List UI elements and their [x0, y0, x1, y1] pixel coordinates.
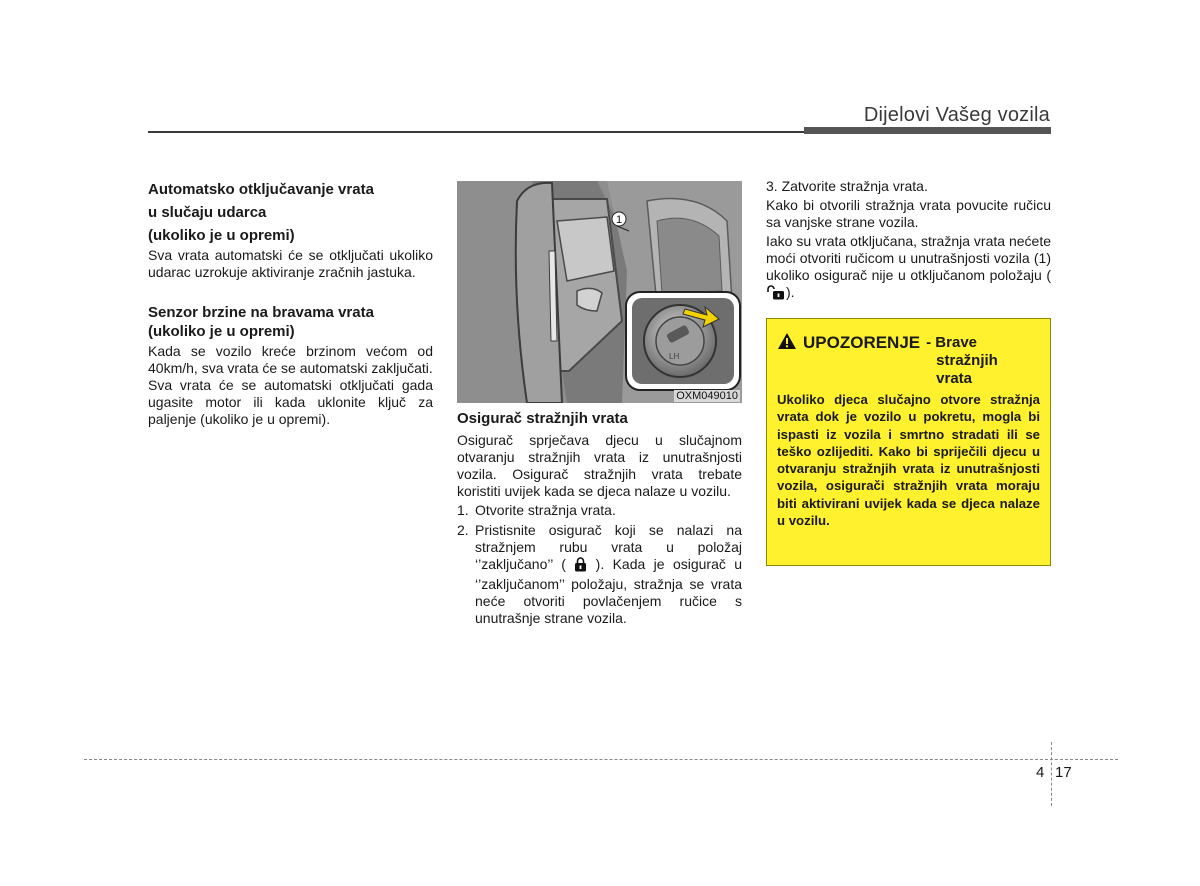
footer-dotted-rule [84, 759, 1118, 760]
door-drawing [457, 181, 742, 403]
paragraph-speed-lock: Kada se vozilo kreće brzinom većom od 40km/h, sva vrata će se automatski zaključati. [148, 343, 433, 376]
step1-text: Otvorite stražnja vrata. [475, 502, 616, 518]
list-item-step1 [457, 502, 742, 519]
warning-body: Ukoliko djeca slučajno otvore stražnja vrata dok je vozilo u pokretu, mogla bi ispasti iz vozila i smrtno stradati ili se teško ozlijediti. Kako bi spriječili djecu u otvaranju stražnjih vrata iz unutrašnjosti vozila, osigurači stražnjih vrata moraju biti aktivirani uvijek kada se djeca nalaze u vozilu. [777, 392, 1040, 529]
warning-header [777, 329, 1040, 388]
step2-text: Pristisnite osigurač koji se nalazi na stražnjem rubu vrata u položaj ‘’zaključano’’ ( ). Kada je osigurač u ‘’zaključanom’’ položaju, stražnja se vrata neće otvoriti povlačenjem ručice s unutrašnje strane vozila. [475, 522, 743, 626]
column-middle [457, 408, 742, 627]
section-heading-auto-unlock-line1: Automatsko otključavanje vrata [148, 181, 374, 198]
figure-knob-text: LH [669, 352, 680, 361]
step1-number: 1. [457, 502, 469, 518]
paragraph-open-from-outside: Kako bi otvorili stražnja vrata povucite ručicu sa vanjske strane vozila. [766, 197, 1051, 230]
warning-box [766, 318, 1051, 566]
warning-title: UPOZORENJE [803, 333, 921, 352]
step2-number: 2. [457, 522, 469, 538]
rear-door-illustration [457, 181, 742, 403]
column-right [766, 178, 1051, 304]
warning-triangle-icon [777, 332, 797, 350]
paragraph-auto-unlock: Sva vrata automatski će se otključati ukoliko udarac uzrokuje aktiviranje zračnih jastuka. [148, 247, 433, 280]
warning-subtitle [926, 334, 998, 388]
section-heading-speed-lock-line2: (ukoliko je u opremi) [148, 323, 295, 340]
paragraph-unlocked-note: Iako su vrata otključana, stražnja vrata nećete moći otvoriti ručicom u unutrašnjosti vozila (1) ukoliko osigurač nije u otključanom položaju ( ). [766, 233, 1051, 304]
footer-page-divider [1051, 742, 1052, 806]
figure-code: OXM049010 [676, 390, 738, 402]
column-left [148, 178, 433, 428]
paragraph-child-lock: Osigurač sprječava djecu u slučajnom otvaranju stražnjih vrata iz unutrašnjosti vozila. Osigurač stražnjih vrata trebate koristiti uvijek kada se djeca nalaze u vozilu. [457, 432, 742, 499]
section-heading-speed-lock-line1: Senzor brzine na bravama vrata [148, 304, 374, 321]
chapter-number: 4 [1036, 764, 1045, 781]
header-rule-thin [148, 131, 804, 133]
paragraph-step3: 3. Zatvorite stražnja vrata. [766, 178, 928, 194]
locked-icon [574, 557, 587, 576]
page-header-title: Dijelovi Vašeg vozila [863, 104, 1050, 126]
header-rule-thick [804, 127, 1051, 134]
warning-subtitle-line2: stražnjih [936, 352, 998, 369]
page-number: 17 [1055, 764, 1072, 781]
section-heading-auto-unlock-line3: (ukoliko je u opremi) [148, 227, 295, 244]
warning-subtitle-line1: - Brave [926, 334, 977, 351]
paragraph-engine-off-unlock: Sva vrata će se automatski otključati gada ugasite motor ili kada uklonite ključ za paljenje (ukoliko je u opremi). [148, 377, 433, 427]
warning-subtitle-line3: vrata [936, 370, 972, 387]
section-heading-child-lock: Osigurač stražnjih vrata [457, 410, 628, 427]
section-heading-auto-unlock-line2: u slučaju udarca [148, 204, 267, 221]
figure-callout-1: 1 [615, 214, 623, 226]
unlocked-icon [766, 285, 786, 304]
list-item-step2 [457, 522, 742, 627]
